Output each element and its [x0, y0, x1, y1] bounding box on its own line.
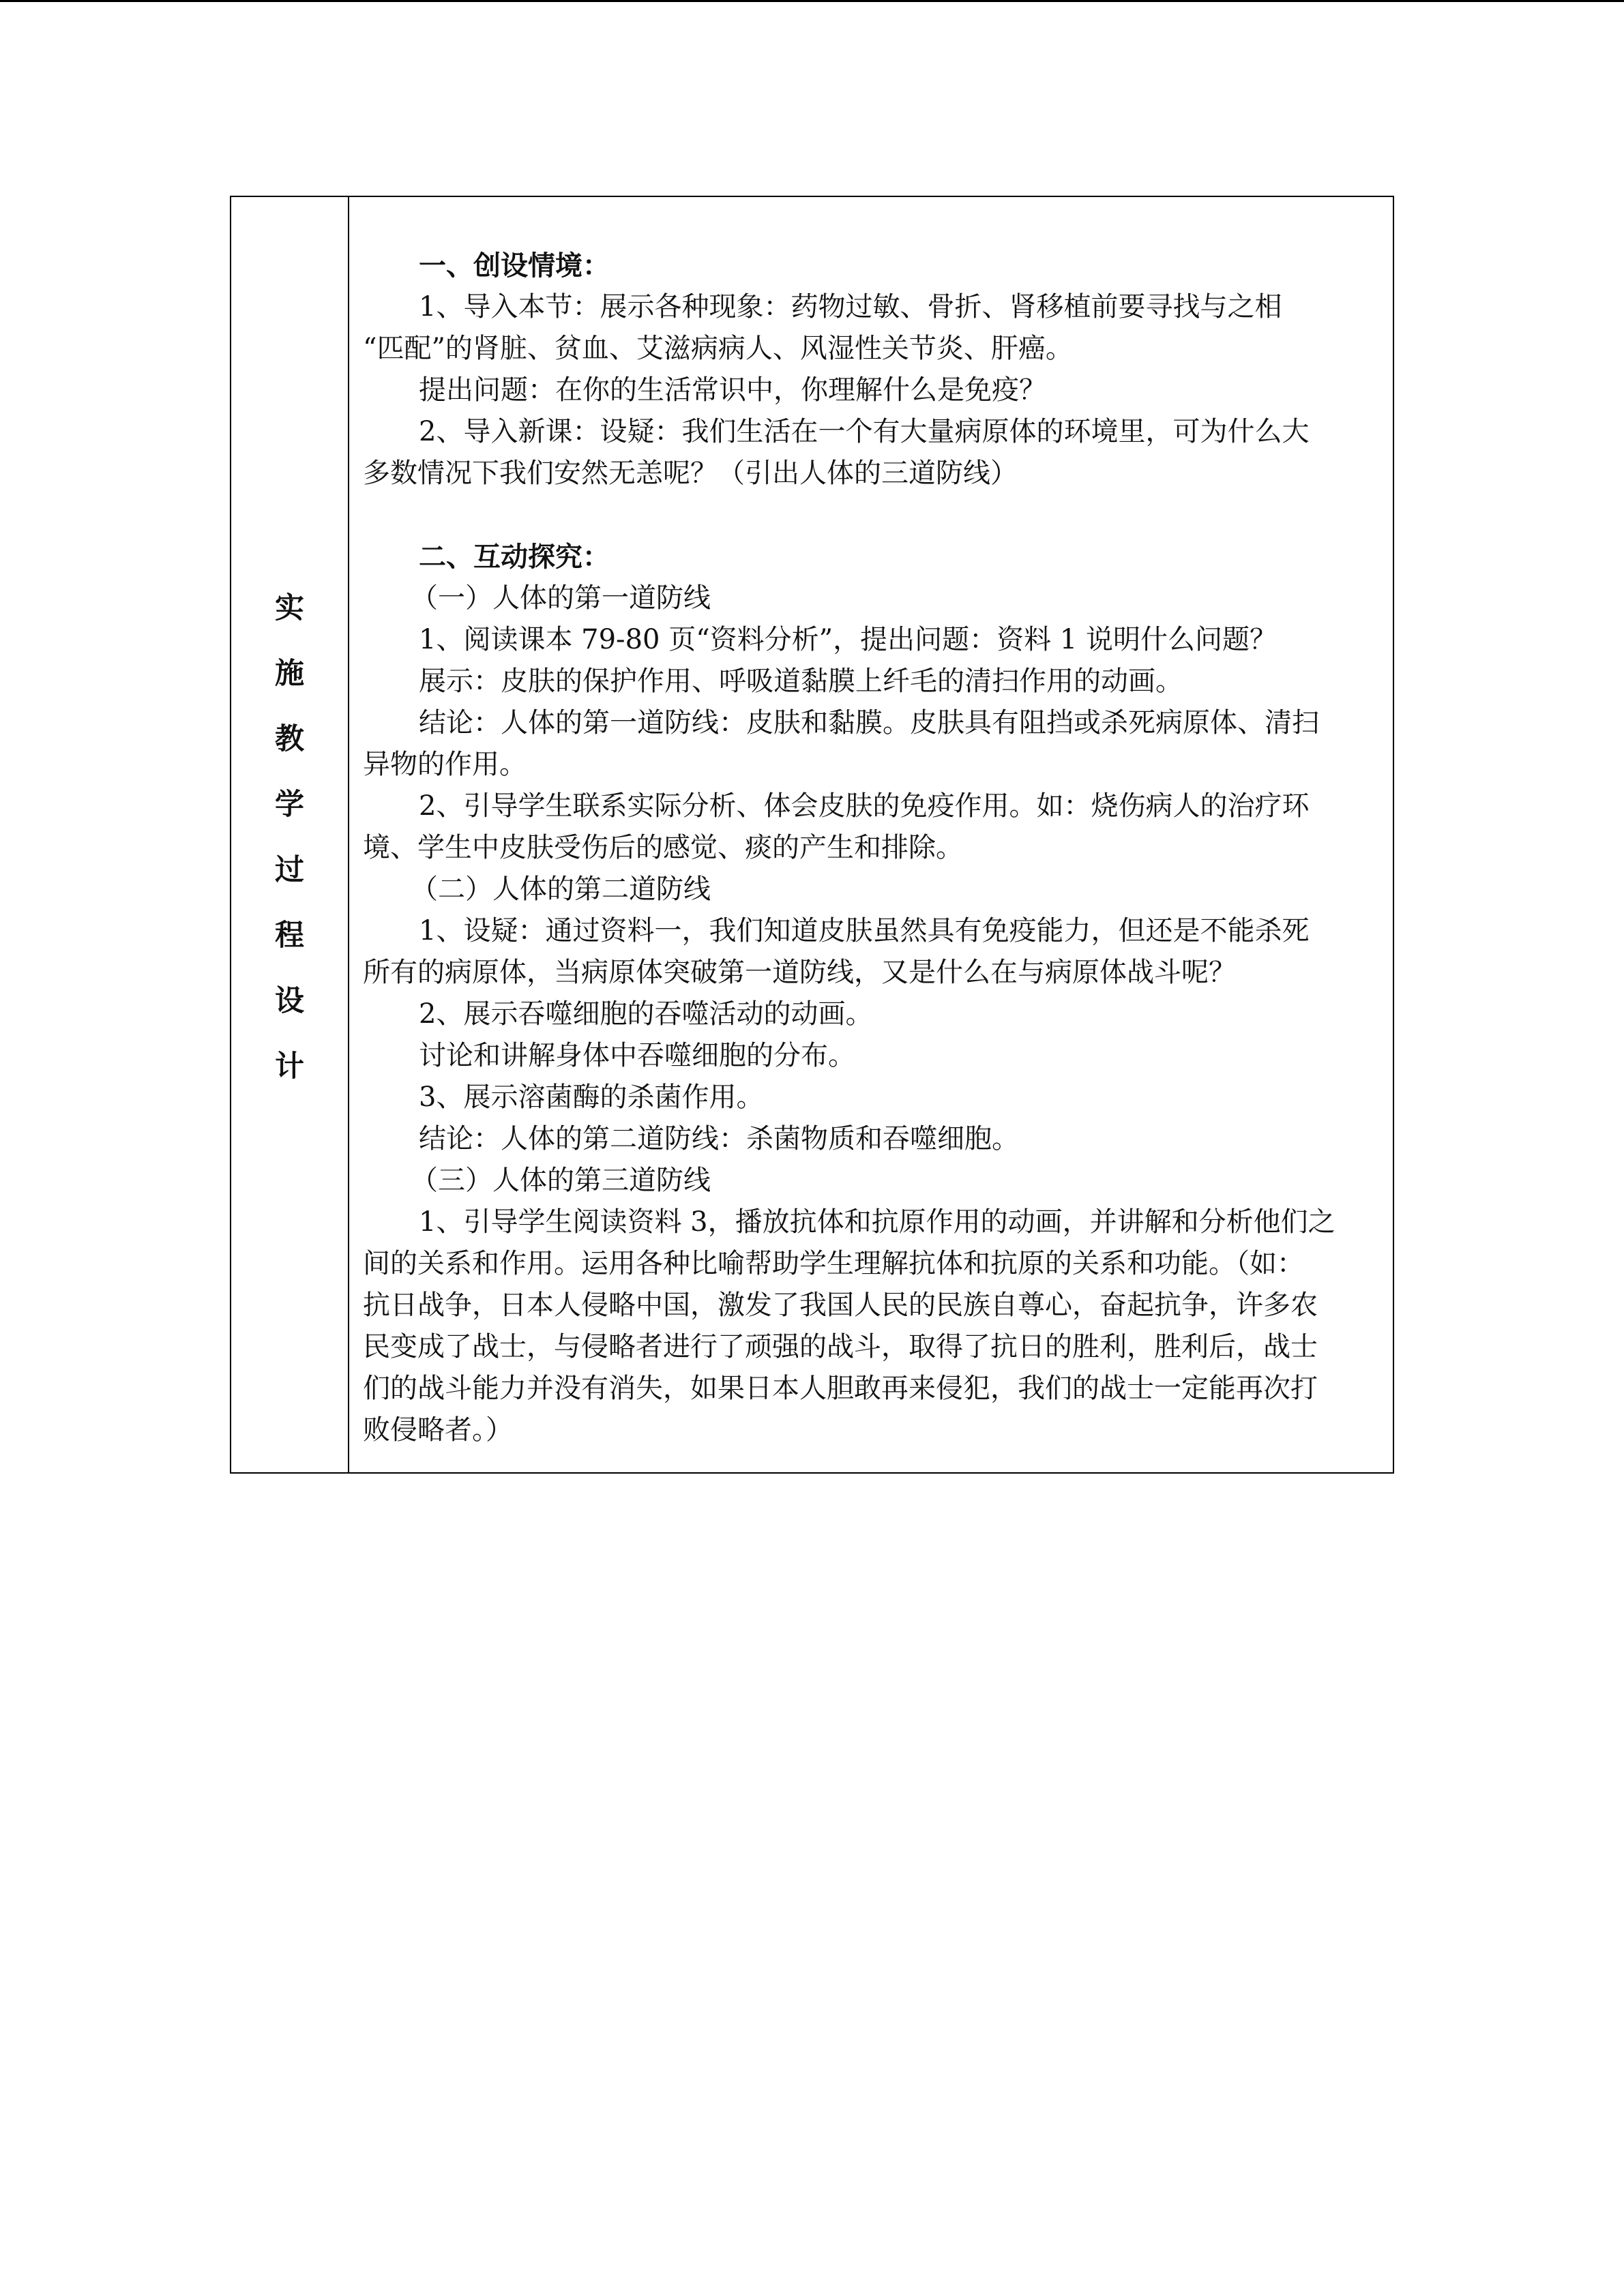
content-line: 结论：人体的第一道防线：皮肤和黏膜。皮肤具有阻挡或杀死病原体、清扫 [419, 707, 1319, 739]
content-line: 境、学生中皮肤受伤后的感觉、痰的产生和排除。 [363, 832, 963, 863]
side-label-char: 设 [275, 984, 304, 1018]
content-line: 异物的作用。 [363, 749, 527, 780]
content-line: 讨论和讲解身体中吞噬细胞的分布。 [419, 1040, 855, 1071]
side-label-char: 实 [275, 591, 304, 625]
content-line: 2、展示吞噬细胞的吞噬活动的动画。 [419, 998, 873, 1030]
blank-line [363, 494, 1379, 536]
content-line: 们的战斗能力并没有消失，如果日本人胆敢再来侵犯，我们的战士一定能再次打 [363, 1373, 1318, 1404]
side-label-char: 计 [275, 1049, 304, 1084]
content-line: 间的关系和作用。运用各种比喻帮助学生理解抗体和抗原的关系和功能。（如： [363, 1248, 1304, 1279]
content-line: 民变成了战士，与侵略者进行了顽强的战斗，取得了抗日的胜利，胜利后，战士 [363, 1331, 1318, 1362]
column-divider [348, 197, 349, 1472]
section-label-cell [231, 197, 348, 1472]
subsection-heading: （二）人体的第二道防线 [411, 874, 711, 905]
content-line: “匹配”的肾脏、贫血、艾滋病病人、风湿性关节炎、肝癌。 [363, 333, 1073, 364]
content-cell [363, 245, 1379, 1451]
section-heading: 二、互动探究： [419, 541, 610, 573]
subsection-heading: （三）人体的第三道防线 [411, 1165, 711, 1196]
side-label-char: 教 [275, 722, 304, 756]
top-border-line [0, 0, 1624, 2]
side-label-char: 程 [275, 919, 304, 953]
section-heading: 一、创设情境： [419, 250, 610, 282]
content-line: 结论：人体的第二道防线：杀菌物质和吞噬细胞。 [419, 1123, 1019, 1154]
content-line: 多数情况下我们安然无恙呢？（引出人体的三道防线） [363, 458, 1018, 489]
content-line: 3、展示溶菌酶的杀菌作用。 [419, 1082, 764, 1113]
side-label-char: 学 [275, 788, 304, 822]
content-line: 1、阅读课本 79-80 页“资料分析”，提出问题：资料 1 说明什么问题？ [419, 624, 1277, 655]
content-line: 展示：皮肤的保护作用、呼吸道黏膜上纤毛的清扫作用的动画。 [419, 666, 1183, 697]
lesson-plan-table [230, 196, 1394, 1474]
content-line: 提出问题：在你的生活常识中，你理解什么是免疫？ [419, 374, 1046, 406]
content-line: 败侵略者。） [363, 1414, 513, 1446]
content-line: 1、导入本节：展示各种现象：药物过敏、骨折、肾移植前要寻找与之相 [419, 291, 1282, 323]
content-line: 1、设疑：通过资料一，我们知道皮肤虽然具有免疫能力，但还是不能杀死 [419, 915, 1310, 946]
content-line: 抗日战争，日本人侵略中国，激发了我国人民的民族自尊心，奋起抗争，许多农 [363, 1289, 1318, 1321]
content-line: 2、导入新课：设疑：我们生活在一个有大量病原体的环境里，可为什么大 [419, 416, 1310, 447]
content-line: 2、引导学生联系实际分析、体会皮肤的免疫作用。如：烧伤病人的治疗环 [419, 790, 1310, 822]
side-label-char: 施 [275, 657, 304, 691]
subsection-heading: （一）人体的第一道防线 [411, 582, 711, 614]
content-line: 1、引导学生阅读资料 3，播放抗体和抗原作用的动画，并讲解和分析他们之 [419, 1206, 1335, 1238]
side-label-char: 过 [275, 853, 304, 887]
content-line: 所有的病原体，当病原体突破第一道防线，又是什么在与病原体战斗呢？ [363, 957, 1236, 988]
